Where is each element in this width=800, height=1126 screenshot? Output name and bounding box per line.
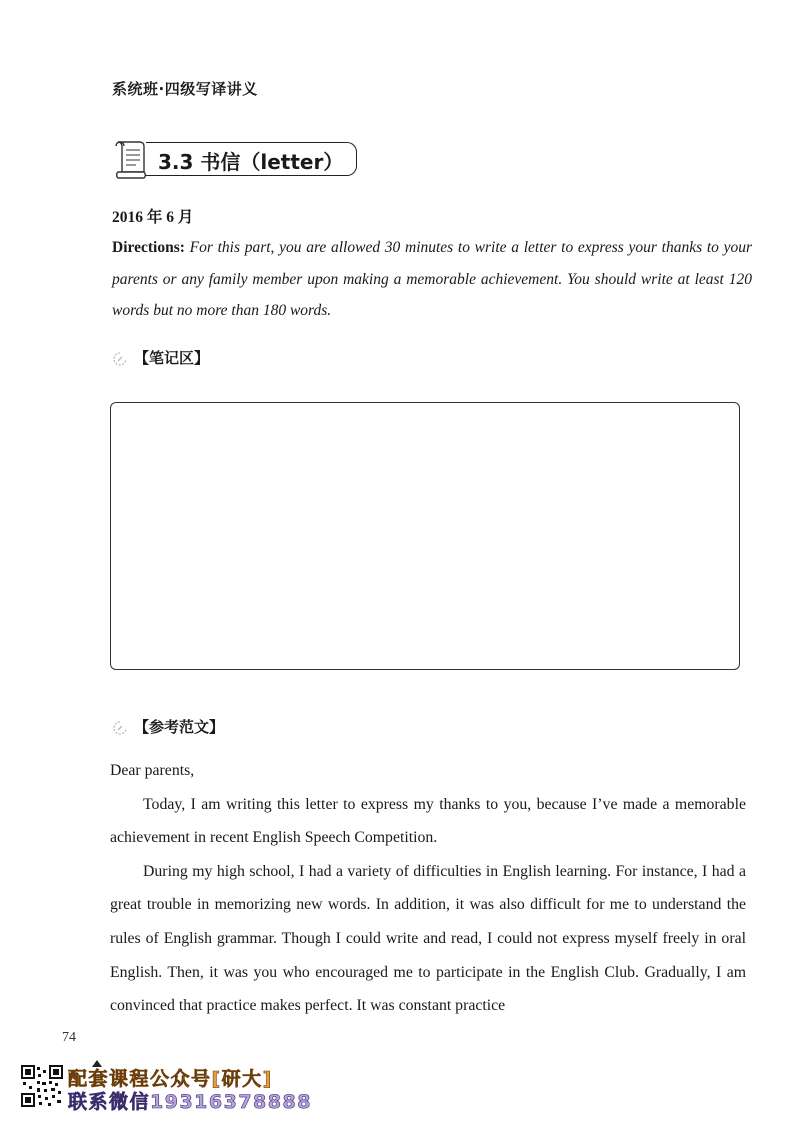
- directions: [112, 232, 752, 327]
- watermark: [68, 1068, 312, 1114]
- directions-label: Directions:: [112, 239, 185, 256]
- section-title: 3.3 书信（letter）: [158, 150, 344, 174]
- letter-paragraph: During my high school, I had a variety of difficulties in English learning. For instance, I had a great trouble in memorizing new words. In addition, it was also difficult for me to understand the rules of English grammar. Though I could write and read, I could not express myself freely in oral English. Then, it was you who encouraged me to participate in the English Club. Gradually, I am convinced that practice makes perfect. It was constant practice: [110, 862, 746, 1015]
- pencil-icon: [112, 351, 128, 367]
- notes-heading: [112, 347, 209, 368]
- watermark-line: 联系微信19316378888: [68, 1091, 312, 1113]
- exam-date: 2016 年 6 月: [112, 209, 194, 226]
- section-heading: [112, 136, 358, 182]
- running-head: 系统班·四级写译讲义: [112, 80, 258, 98]
- reference-heading: [112, 716, 224, 737]
- arrow-up-icon: [92, 1060, 102, 1067]
- sample-letter: [110, 754, 746, 1023]
- pencil-icon: [112, 720, 128, 736]
- notes-heading-text: 【笔记区】: [134, 349, 210, 367]
- notes-area[interactable]: [110, 402, 740, 670]
- letter-paragraph: Today, I am writing this letter to express my thanks to you, because I’ve made a memorable achievement in recent English Speech Competition.: [110, 795, 746, 847]
- directions-text: For this part, you are allowed 30 minutes to write a letter to express your thanks to your parents or any family member upon making a memorable achievement. You should write at least 120 words but no more than 180 words.: [112, 239, 752, 319]
- qr-code-icon: [20, 1064, 64, 1108]
- reference-heading-text: 【参考范文】: [134, 718, 225, 736]
- watermark-line: 配套课程公众号[研大]: [68, 1068, 273, 1090]
- page-number: 74: [62, 1030, 76, 1045]
- letter-salutation: Dear parents,: [110, 762, 195, 779]
